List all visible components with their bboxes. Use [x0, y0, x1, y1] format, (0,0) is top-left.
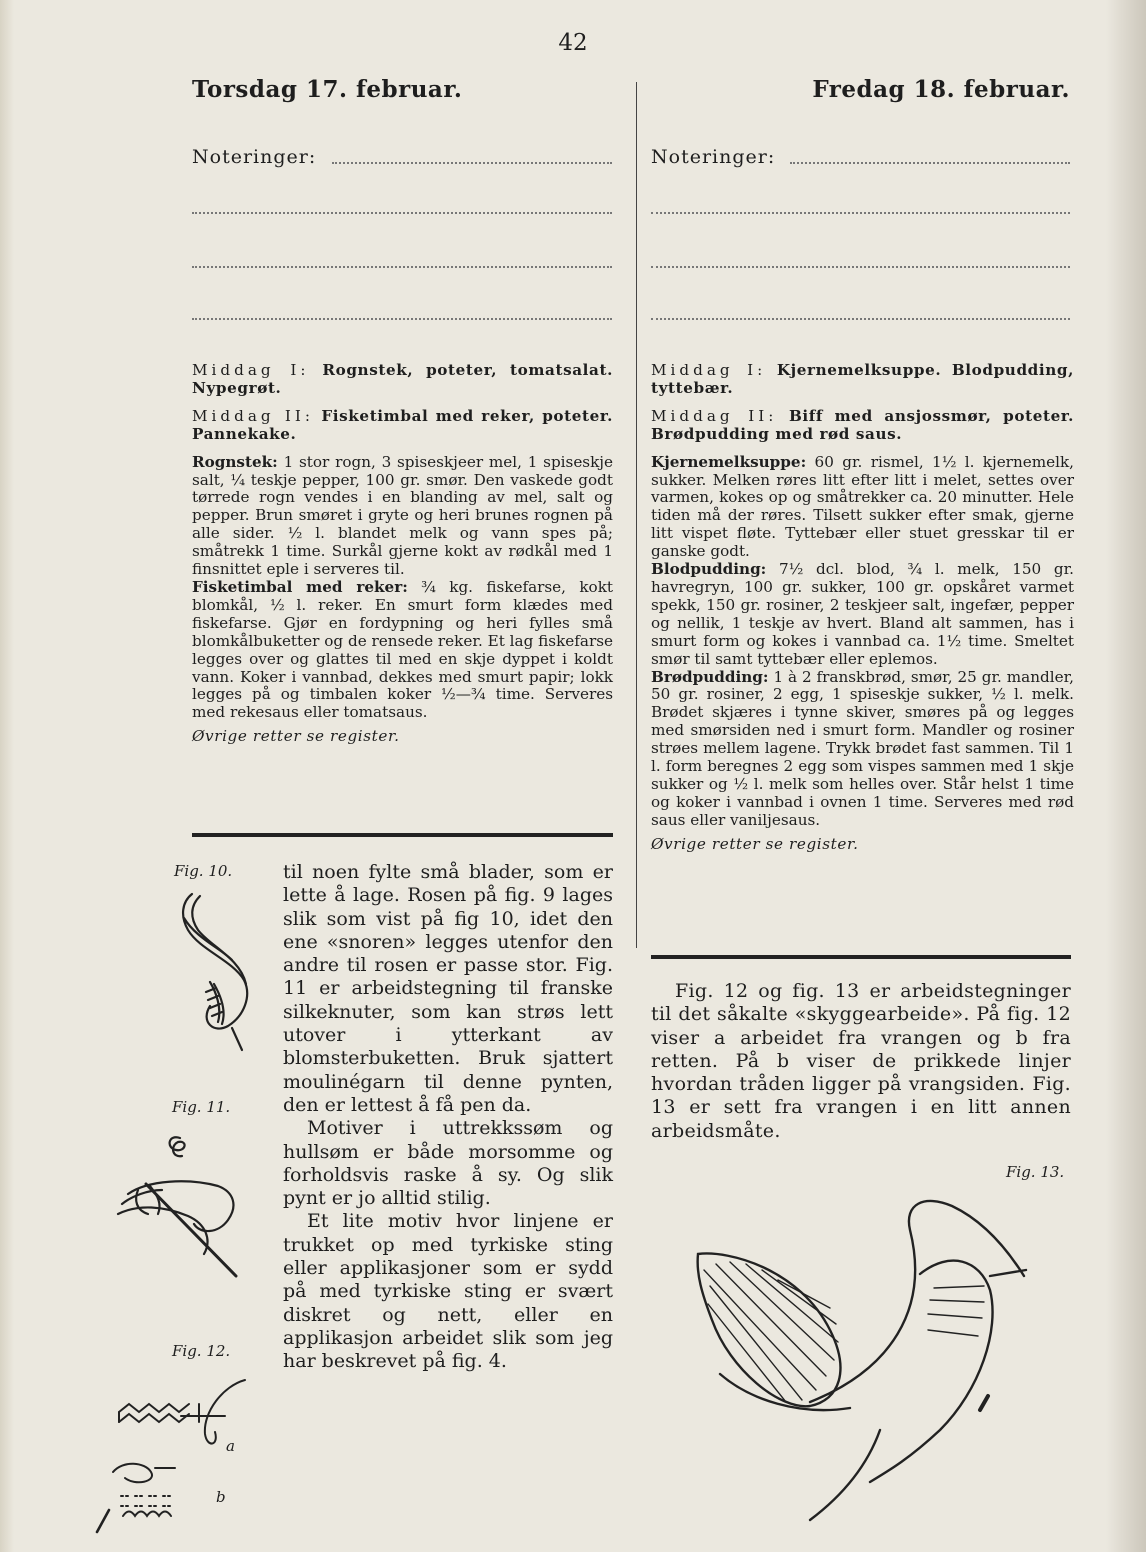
right-section-rule — [651, 955, 1071, 959]
right-middag-2: Middag II: Biff med ansjossmør, poteter. Brødpudding med rød saus. — [651, 406, 1074, 443]
right-recipes-column — [651, 362, 1074, 854]
fig-10-stitch-drawing — [170, 888, 260, 1058]
right-notes-line-3 — [651, 266, 1070, 268]
left-notes-line-3 — [192, 266, 612, 268]
left-notes-line-1 — [332, 162, 612, 164]
article-left-column — [283, 861, 613, 1374]
right-recipe-blodpudding: Blodpudding: 7½ dcl. blod, ¾ l. melk, 150 gr. havregryn, 100 gr. sukker, 100 gr. opskåret varmet spekk, 150 gr. rosiner, 2 teskjeer salt, ingefær, pepper og nellik, 1 teskje av hvert. Bland alt sammen, has i smurt form og kokes i vannbad ca. 1½ time. Smeltet smør til samt tyttebær eller eplemos. — [651, 560, 1074, 668]
right-middag-1: Middag I: Kjernemelksuppe. Blodpudding, tyttebær. — [651, 361, 1075, 397]
fig-12-b-label: b — [216, 1488, 226, 1506]
fig-12-shadow-work-drawing — [95, 1372, 265, 1542]
column-divider — [636, 82, 637, 948]
fig-10-label: Fig. 10. — [174, 862, 233, 880]
left-middag-2: Middag II: Fisketimbal med reker, poteter. Pannekake. — [192, 406, 614, 443]
right-day-heading: Fredag 18. februar. — [812, 76, 1070, 103]
page-right-edge — [1106, 0, 1146, 1552]
left-recipe-fisketimbal: Fisketimbal med reker: ¾ kg. fiskefarse, kokt blomkål, ½ l. reker. En smurt form klædes med fiskefarse. Gjør en fordypning og heri fylles små blomkålbuketter og de rensede reker. Et lag fiskefarse legges over og glattes til med en skje dyppet i koldt vann. Koker i vannbad, dekkes med smurt papir; lokk legges på og timbalen koker ½—¾ time. Serveres med rekesaus eller tomatsaus. — [192, 577, 614, 722]
article-right-column — [651, 980, 1071, 1143]
fig-13-label: Fig. 13. — [1006, 1163, 1065, 1181]
fig-12-label: Fig. 12. — [172, 1342, 231, 1360]
fig-11-label: Fig. 11. — [172, 1098, 231, 1116]
fig-12-a-label: a — [226, 1437, 235, 1455]
right-notes-line-1 — [790, 162, 1070, 164]
article-right-paragraph-1: Fig. 12 og fig. 13 er arbeidstegninger til det såkalte «skyggearbeide». På fig. 12 viser a arbeidet fra vrangen og b fra retten. På b viser de prikkede linjer hvordan tråden ligger på vrangsiden. Fig. 13 er sett fra vrangen i en litt annen arbeidsmåte. — [651, 980, 1071, 1142]
left-section-rule — [192, 833, 613, 837]
left-day-heading: Torsdag 17. februar. — [192, 76, 463, 103]
article-left-paragraph-2: Motiver i uttrekkssøm og hullsøm er både morsomme og forholdsvis raske å sy. Og slik pynt er jo alltid stilig. — [283, 1117, 613, 1210]
right-notes-line-4 — [651, 318, 1070, 320]
left-notes-line-4 — [192, 318, 612, 320]
left-middag-1: Middag I: Rognstek, poteter, tomatsalat. Nypegrøt. — [192, 361, 613, 397]
fig-13-shadow-work-drawing — [690, 1190, 1060, 1540]
fig-11-french-knot-drawing — [108, 1130, 268, 1290]
left-recipe-rognstek: Rognstek: 1 stor rogn, 3 spiseskjeer mel, 1 spiseskje salt, ¼ teskje pepper, 100 gr. smør. Den vaskede godt tørrede rogn vendes i en blanding av mel, salt og pepper. Brun smøret i gryte og heri brunes rognen på alle sider. ½ l. blandet melk og vann spes på; småtrekk 1 time. Surkål gjerne kokt av rødkål med 1 finsnittet eple i serveres til. — [192, 452, 614, 579]
article-left-paragraph-3: Et lite motiv hvor linjene er trukket op med tyrkiske sting eller applikasjoner som er sydd på med tyrkiske sting er svært diskret og nett, eller en applikasjon arbeidet slik som jeg har beskrevet på fig. 4. — [283, 1210, 613, 1373]
page-number: 42 — [558, 30, 588, 56]
article-left-paragraph-1: til noen fylte små blader, som er lette å lage. Rosen på fig. 9 lages slik som vist på fig 10, idet den ene «snoren» legges utenfor den andre til rosen er passe stor. Fig. 11 er arbeidstegning til franske silkeknuter, som kan strøs lett utover i ytterkant av blomsterbuketten. Bruk sjattert moulinégarn til denne pynten, den er lettest å få pen da. — [283, 861, 613, 1116]
left-other-dishes-note: Øvrige retter se register. — [192, 727, 400, 746]
right-recipe-kjernemelksuppe: Kjernemelksuppe: 60 gr. rismel, 1½ l. kjernemelk, sukker. Melken røres litt efter litt i melet, settes over varmen, kokes op og småtrekker ca. 20 minutter. Hele tiden må der røres. Tilsett sukker efter smak, gjerne litt vispet fløte. Tyttebær eller stuet gresskar til er ganske godt. — [651, 452, 1074, 561]
right-notes-line-2 — [651, 212, 1070, 214]
right-notes-label: Noteringer: — [651, 146, 776, 168]
left-notes-line-2 — [192, 212, 612, 214]
left-notes-label: Noteringer: — [192, 146, 317, 168]
right-other-dishes-note: Øvrige retter se register. — [651, 834, 859, 853]
page-binding-edge — [0, 0, 14, 1552]
right-recipe-brodpudding: Brødpudding: 1 à 2 franskbrød, smør, 25 gr. mandler, 50 gr. rosiner, 2 egg, 1 spiseskje sukker, ½ l. melk. Brødet skjæres i tynne skiver, smøres på og legges med smørsiden ned i smurt form. Mandler og rosiner strøes mellem lagene. Trykk brødet fast sammen. Til 1 l. form beregnes 2 egg som vispes sammen med 1 skje sukker og ½ l. melk som helles over. Står helst 1 time og koker i vannbad i ovnen 1 time. Serveres med rød saus eller vaniljesaus. — [651, 667, 1074, 829]
left-recipes-column — [192, 362, 613, 746]
